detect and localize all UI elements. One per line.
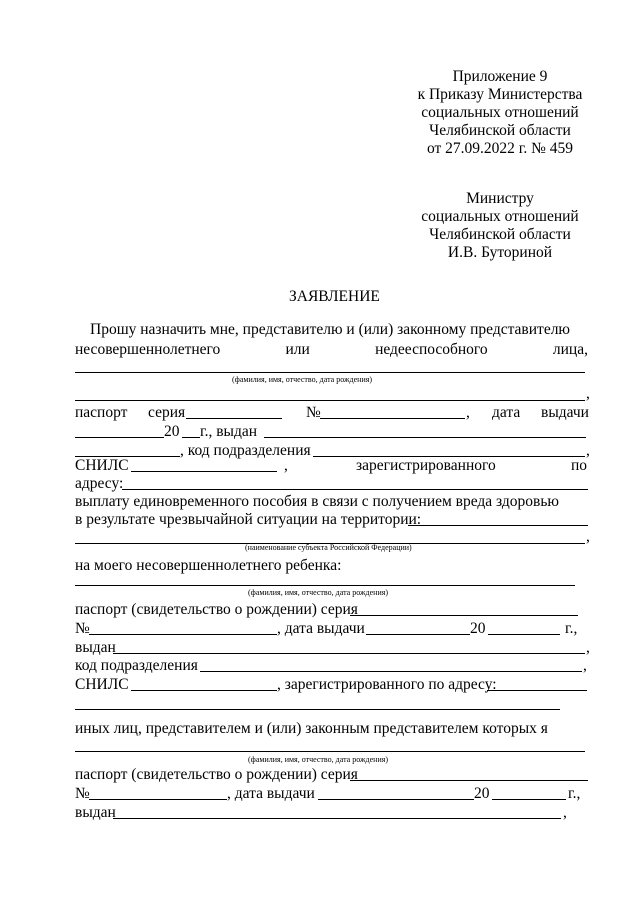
payout-line-2: в результате чрезвычайной ситуации на территории:: [75, 511, 422, 528]
comma: ,: [563, 804, 567, 821]
others-line: иных лиц, представителем и (или) законным представителем которых я: [75, 720, 548, 737]
year-suffix: г.,: [565, 620, 578, 637]
comma: ,: [586, 528, 590, 545]
code-subdivision-label: , код подразделения: [180, 442, 311, 459]
request-line-1: Прошу назначить мне, представителю и (или) законному представителю: [90, 321, 571, 338]
comma: ,: [586, 442, 590, 459]
child-number-label: №: [75, 620, 90, 637]
others-date-field[interactable]: [318, 799, 474, 800]
fio-applicant-hint: (фамилия, имя, отчество, дата рождения): [232, 375, 373, 384]
child-passport-series-field[interactable]: [350, 615, 578, 616]
child-number-field[interactable]: [89, 634, 277, 635]
fio-applicant-field-2[interactable]: [75, 400, 585, 401]
po-label: по: [571, 457, 588, 474]
appendix-line-4: Челябинской области: [429, 122, 571, 139]
year-prefix: 20: [164, 423, 180, 440]
appendix-line-2: к Приказу Министерства: [417, 86, 583, 103]
year-prefix: 20: [474, 785, 490, 802]
word-minor: несовершеннолетнего: [75, 341, 221, 358]
fio-others-hint: (фамилия, имя, отчество, дата рождения): [248, 755, 389, 764]
page-title: ЗАЯВЛЕНИЕ: [289, 288, 380, 305]
addressee-line-3: Челябинской области: [429, 226, 571, 243]
year-prefix: 20: [470, 620, 486, 637]
comma: ,: [284, 457, 288, 474]
child-snils-field[interactable]: [131, 690, 277, 691]
address-field[interactable]: [122, 489, 588, 490]
comma: ,: [466, 404, 470, 421]
child-label: на моего несовершеннолетнего ребенка:: [75, 557, 342, 574]
child-registered-label: , зарегистрированного по адресу:: [277, 676, 497, 693]
child-issued-field[interactable]: [113, 653, 585, 654]
issue-date-field[interactable]: [75, 437, 164, 438]
addressee-line-1: Министру: [466, 190, 534, 207]
others-date-label: , дата выдачи: [227, 785, 315, 802]
child-year-field[interactable]: [488, 634, 560, 635]
issued-by-label: г., выдан: [200, 423, 258, 440]
word-person: лица,: [552, 341, 588, 358]
word-incapable: недееспособного: [375, 341, 488, 358]
number-label: №: [306, 404, 321, 421]
appendix-line-1: Приложение 9: [452, 68, 548, 85]
addressee-line-4: И.В. Буториной: [447, 244, 553, 261]
child-address-field-2[interactable]: [75, 709, 560, 710]
others-issued-label: выдан: [75, 804, 116, 821]
year-suffix: г.,: [568, 785, 581, 802]
others-passport-label: паспорт (свидетельство о рождении) серия: [75, 766, 358, 783]
child-address-field[interactable]: [487, 690, 587, 691]
comma: ,: [583, 657, 587, 674]
fio-child-field[interactable]: [75, 585, 575, 586]
others-number-field[interactable]: [89, 799, 227, 800]
child-snils-label: СНИЛС: [75, 676, 129, 693]
child-date-field[interactable]: [366, 634, 470, 635]
issued-by-field[interactable]: [264, 437, 586, 438]
snils-label: СНИЛС: [75, 457, 129, 474]
address-label: адресу:: [75, 475, 124, 492]
child-issued-label: выдан: [75, 639, 116, 656]
others-issued-field[interactable]: [113, 818, 561, 819]
word-or: или: [285, 341, 310, 358]
registered-label: зарегистрированного: [356, 457, 496, 474]
others-year-field[interactable]: [492, 799, 566, 800]
payout-line-1: выплату единовременного пособия в связи с получением вреда здоровью: [75, 493, 560, 510]
fio-child-hint: (фамилия, имя, отчество, дата рождения): [248, 588, 389, 597]
series-label: серия: [148, 404, 186, 421]
others-number-label: №: [75, 785, 90, 802]
subject-hint: (наименование субъекта Российской Федерации): [245, 543, 412, 552]
child-date-label: , дата выдачи: [277, 620, 365, 637]
addressee-line-2: социальных отношений: [421, 208, 579, 225]
year-field[interactable]: [182, 437, 200, 438]
date-label: дата: [492, 404, 521, 421]
passport-label: паспорт: [75, 404, 128, 421]
comma: ,: [586, 639, 590, 656]
others-passport-series-field[interactable]: [350, 780, 588, 781]
passport-series-field[interactable]: [186, 418, 282, 419]
child-code-label: код подразделения: [75, 657, 198, 674]
appendix-line-3: социальных отношений: [421, 104, 579, 121]
fio-others-field[interactable]: [75, 751, 585, 752]
passport-number-field[interactable]: [320, 418, 465, 419]
request-line-2: [75, 341, 588, 359]
issue-label: выдачи: [541, 404, 589, 421]
child-passport-label: паспорт (свидетельство о рождении) серия: [75, 601, 358, 618]
snils-field[interactable]: [131, 471, 277, 472]
child-code-field[interactable]: [200, 671, 582, 672]
appendix-line-5: от 27.09.2022 г. № 459: [426, 140, 574, 157]
territory-field[interactable]: [408, 525, 588, 526]
fio-applicant-field[interactable]: [75, 372, 585, 373]
comma: ,: [586, 385, 590, 402]
